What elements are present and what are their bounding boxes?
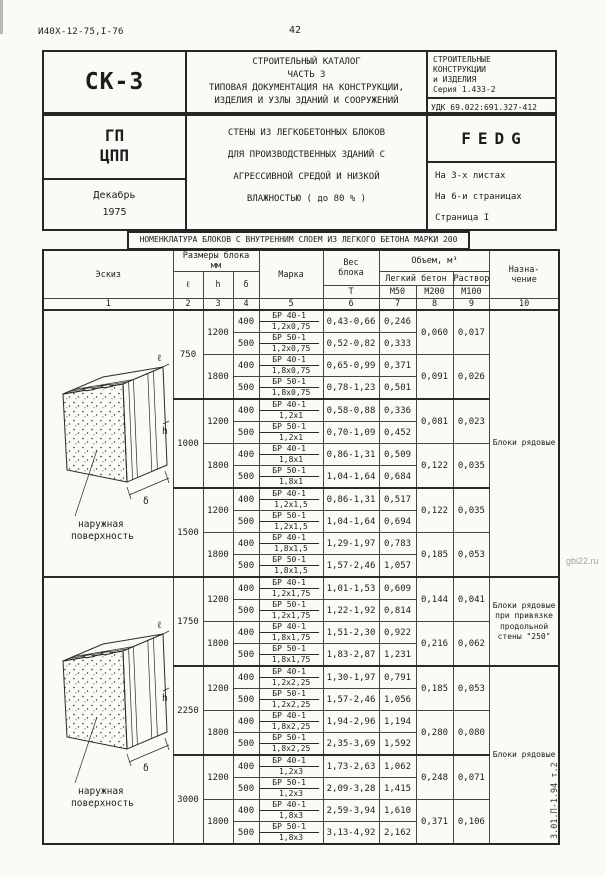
cell-weight: 0,86-1,31	[323, 488, 379, 511]
series-info	[428, 52, 555, 99]
cell-volume-m50: 1,610	[379, 800, 416, 822]
cell-weight: 1,01-1,53	[323, 577, 379, 600]
mark-size: 1,8х3	[278, 833, 304, 842]
mark-size: 1,8х2,25	[271, 744, 311, 753]
cell-volume-m100: 0,106	[453, 800, 490, 845]
col-header-height: h	[203, 272, 233, 299]
col-header-m100: М100	[453, 286, 490, 299]
outer-surface-label: наружная	[78, 518, 125, 530]
cell-volume-m50: 0,814	[379, 600, 416, 622]
cell-length: 1000	[173, 399, 203, 488]
cell-height: 1200	[203, 310, 233, 355]
column-number: 5	[259, 299, 323, 311]
dim-length-label: ℓ	[157, 619, 162, 631]
cell-mark	[259, 733, 323, 756]
page-number: 42	[289, 25, 302, 36]
cell-weight: 1,22-1,92	[323, 600, 379, 622]
cell-weight: 2,35-3,69	[323, 733, 379, 756]
cell-height: 1800	[203, 444, 233, 489]
weight-header-line: блока	[338, 268, 364, 278]
cell-volume-m50: 0,684	[379, 466, 416, 489]
cell-volume-m200: 0,122	[416, 488, 453, 533]
cell-volume-m50: 1,415	[379, 778, 416, 800]
cell-mark	[259, 644, 323, 667]
margin-document-code: 3.01.П-1.94 т.2	[550, 762, 560, 839]
column-number: 1	[43, 299, 173, 311]
cell-volume-m100: 0,053	[453, 533, 490, 578]
mark-series: БР 40-1	[260, 756, 319, 767]
col-header-volume: Объем, м³	[379, 250, 490, 272]
purpose-header-line: Назна-	[508, 264, 540, 275]
col-header-length: ℓ	[173, 272, 203, 299]
purpose-header-line: чение	[511, 274, 537, 285]
catalog-title	[187, 52, 428, 112]
mark-series: БР 40-1	[260, 444, 319, 455]
cell-volume-m200: 0,185	[416, 533, 453, 578]
col-header-m200: М200	[416, 286, 453, 299]
cell-volume-m50: 0,783	[379, 533, 416, 555]
cell-mark	[259, 755, 323, 778]
mark-series: БР 50-1	[260, 778, 319, 789]
mark-size: 1,8х0,75	[271, 366, 311, 375]
cell-volume-m200: 0,060	[416, 310, 453, 355]
cell-height: 1200	[203, 399, 233, 444]
cell-mark	[259, 800, 323, 822]
column-numbers-row	[43, 299, 559, 311]
cell-volume-m200: 0,248	[416, 755, 453, 800]
cell-thickness: 500	[233, 511, 259, 533]
cell-volume-m50: 0,791	[379, 666, 416, 689]
cell-length: 2250	[173, 666, 203, 755]
cell-volume-m100: 0,026	[453, 355, 490, 400]
cell-volume-m50: 2,162	[379, 822, 416, 845]
mark-size: 1,8х0,75	[271, 388, 311, 397]
sheet-info-line: Страница I	[435, 213, 490, 223]
block-front-face	[63, 384, 127, 482]
cell-height: 1800	[203, 711, 233, 756]
cell-weight: 1,83-2,87	[323, 644, 379, 667]
column-number: 6	[323, 299, 379, 311]
mark-series: БР 40-1	[260, 622, 319, 633]
col-header-m50: М50	[379, 286, 416, 299]
cell-weight: 1,57-2,46	[323, 555, 379, 578]
issue-date	[44, 180, 185, 229]
col-header-dimensions	[173, 250, 259, 272]
mark-size: 1,8х1,5	[274, 566, 308, 575]
mark-size: 1,2х3	[278, 767, 304, 776]
cell-volume-m100: 0,053	[453, 666, 490, 711]
catalog-title-line: ИЗДЕЛИЯ И УЗЛЫ ЗДАНИЙ И СООРУЖЕНИЙ	[214, 96, 399, 106]
mark-series: БР 50-1	[260, 644, 319, 655]
dims-header-line: Размеры блока	[182, 251, 250, 261]
mark-series: БР 50-1	[260, 555, 319, 566]
cell-volume-m50: 1,592	[379, 733, 416, 756]
cell-mark	[259, 600, 323, 622]
cell-thickness: 500	[233, 377, 259, 400]
catalog-title-line: СТРОИТЕЛЬНЫЙ КАТАЛОГ	[252, 57, 361, 67]
cell-weight: 2,59-3,94	[323, 800, 379, 822]
cell-mark	[259, 466, 323, 489]
cell-thickness: 500	[233, 600, 259, 622]
column-number: 9	[453, 299, 490, 311]
cell-volume-m50: 0,336	[379, 399, 416, 422]
cell-mark	[259, 488, 323, 511]
index-code: FEDG	[428, 116, 555, 163]
cell-volume-m50: 0,922	[379, 622, 416, 644]
col-header-purpose	[490, 250, 559, 299]
mark-size: 1,8х2,25	[271, 722, 311, 731]
cell-weight: 1,73-2,63	[323, 755, 379, 778]
block-sketch	[45, 346, 171, 542]
column-number: 7	[379, 299, 416, 311]
cell-volume-m50: 0,694	[379, 511, 416, 533]
cell-thickness: 400	[233, 800, 259, 822]
cell-mark	[259, 422, 323, 444]
block-sketch	[45, 613, 171, 809]
cell-thickness: 400	[233, 488, 259, 511]
subject-line: АГРЕССИВНОЙ СРЕДОЙ И НИЗКОЙ	[233, 172, 380, 182]
cell-weight: 0,65-0,99	[323, 355, 379, 377]
subject-title	[187, 116, 428, 229]
cell-volume-m50: 0,509	[379, 444, 416, 466]
mark-series: БР 40-1	[260, 800, 319, 811]
col-header-sketch: Эскиз	[43, 250, 173, 299]
block-side-face	[123, 367, 167, 482]
mark-size: 1,8х1	[278, 477, 304, 486]
series-line: КОНСТРУКЦИИ	[433, 65, 486, 74]
subject-line: ДЛЯ ПРОИЗВОДСТВЕННЫХ ЗДАНИЙ С	[227, 150, 386, 160]
cell-weight: 2,09-3,28	[323, 778, 379, 800]
org-line: ГП	[104, 126, 125, 145]
cell-weight: 0,78-1,23	[323, 377, 379, 400]
cell-thickness: 400	[233, 444, 259, 466]
mark-series: БР 50-1	[260, 422, 319, 433]
cell-thickness: 400	[233, 310, 259, 333]
cell-mark	[259, 333, 323, 355]
cell-height: 1800	[203, 355, 233, 400]
sketch-cell	[43, 577, 173, 844]
cell-thickness: 500	[233, 333, 259, 355]
cell-volume-m200: 0,081	[416, 399, 453, 444]
cell-weight: 1,94-2,96	[323, 711, 379, 733]
header-block-subject	[42, 114, 557, 231]
mark-size: 1,2х1,5	[274, 522, 308, 531]
series-line: и ИЗДЕЛИЯ	[433, 75, 477, 84]
mark-size: 1,2х3	[278, 789, 304, 798]
mark-series: БР 50-1	[260, 377, 319, 388]
cell-volume-m50: 0,246	[379, 310, 416, 333]
cell-weight: 1,04-1,64	[323, 466, 379, 489]
cell-thickness: 500	[233, 466, 259, 489]
col-header-thickness: δ	[233, 272, 259, 299]
mark-series: БР 40-1	[260, 533, 319, 544]
cell-length: 750	[173, 310, 203, 399]
mark-size: 1,8х1	[278, 455, 304, 464]
org-name	[44, 116, 185, 180]
cell-volume-m200: 0,371	[416, 800, 453, 845]
mark-size: 1,2х1	[278, 433, 304, 442]
mark-series: БР 50-1	[260, 333, 319, 344]
org-column	[44, 116, 187, 229]
cell-volume-m50: 1,057	[379, 555, 416, 578]
column-number: 4	[233, 299, 259, 311]
cell-volume-m100: 0,035	[453, 488, 490, 533]
col-header-mortar: Раствор	[453, 273, 490, 284]
catalog-title-line: ТИПОВАЯ ДОКУМЕНТАЦИЯ НА КОНСТРУКЦИИ,	[208, 83, 405, 93]
issue-date-line: 1975	[102, 207, 127, 218]
mark-size: 1,2х1,75	[271, 589, 311, 598]
col-header-light-concrete: Легкий бетон	[379, 272, 453, 286]
cell-length: 1750	[173, 577, 203, 666]
dim-thickness-label: δ	[143, 495, 149, 507]
cell-weight: 0,43-0,66	[323, 310, 379, 333]
cell-height: 1200	[203, 488, 233, 533]
mark-series: БР 40-1	[260, 711, 319, 722]
cell-height: 1800	[203, 622, 233, 667]
outer-surface-label: поверхность	[71, 530, 135, 542]
cell-thickness: 400	[233, 399, 259, 422]
dims-header-line: мм	[210, 261, 222, 271]
cell-mark	[259, 444, 323, 466]
series-line: СТРОИТЕЛЬНЫЕ	[433, 55, 491, 64]
mark-series: БР 50-1	[260, 466, 319, 477]
mark-series: БР 40-1	[260, 355, 319, 366]
mark-series: БР 50-1	[260, 600, 319, 611]
table-title: НОМЕНКЛАТУРА БЛОКОВ С ВНУТРЕННИМ СЛОЕМ ИЗ ЛЕГКОГО БЕТОНА МАРКИ 200	[127, 231, 470, 250]
cell-mark	[259, 822, 323, 845]
cell-mark	[259, 711, 323, 733]
mark-series: БР 40-1	[260, 400, 319, 411]
subject-line: ВЛАЖНОСТЬЮ ( до 80 % )	[246, 194, 367, 204]
column-number: 3	[203, 299, 233, 311]
table-row	[43, 577, 559, 600]
mark-size: 1,2х2,25	[271, 678, 311, 687]
cell-mark	[259, 689, 323, 711]
cell-weight: 3,13-4,92	[323, 822, 379, 845]
index-column	[428, 116, 555, 229]
series-box	[428, 52, 555, 112]
sheet-info-line: На 3-х листах	[435, 171, 506, 181]
cell-volume-m100: 0,080	[453, 711, 490, 756]
cell-mark	[259, 555, 323, 578]
outer-surface-label: наружная	[78, 785, 125, 797]
cell-volume-m200: 0,280	[416, 711, 453, 756]
cell-purpose: Блоки рядовые	[490, 310, 559, 577]
mark-size: 1,2х0,75	[271, 344, 311, 353]
sheet-info	[428, 163, 555, 229]
document-code: И40Х-12-75,I-76	[38, 27, 124, 37]
cell-volume-m100: 0,062	[453, 622, 490, 667]
cell-thickness: 400	[233, 755, 259, 778]
issue-date-line: Декабрь	[93, 190, 136, 201]
cell-mark	[259, 622, 323, 644]
cell-thickness: 500	[233, 778, 259, 800]
subject-line: СТЕНЫ ИЗ ЛЕГКОБЕТОННЫХ БЛОКОВ	[227, 128, 386, 138]
header-block-catalog	[42, 50, 557, 114]
mark-size: 1,2х2,25	[271, 700, 311, 709]
cell-thickness: 400	[233, 355, 259, 377]
cell-volume-m50: 1,062	[379, 755, 416, 778]
cell-purpose: Блоки рядовые	[490, 666, 559, 844]
col-header-mark: Марка	[259, 250, 323, 299]
cell-thickness: 500	[233, 422, 259, 444]
cell-length: 1500	[173, 488, 203, 577]
cell-mark	[259, 778, 323, 800]
mark-series: БР 40-1	[260, 667, 319, 678]
dim-thickness-label: δ	[143, 762, 149, 774]
cell-volume-m100: 0,041	[453, 577, 490, 622]
cell-weight: 0,58-0,88	[323, 399, 379, 422]
cell-mark	[259, 511, 323, 533]
cell-volume-m50: 0,452	[379, 422, 416, 444]
sheet-info-line: На 6-и страницах	[435, 192, 522, 202]
cell-volume-m50: 0,333	[379, 333, 416, 355]
cell-thickness: 500	[233, 555, 259, 578]
cell-volume-m50: 1,231	[379, 644, 416, 667]
cell-mark	[259, 533, 323, 555]
catalog-title-line: ЧАСТЬ 3	[287, 70, 326, 80]
mark-series: БР 50-1	[260, 733, 319, 744]
weight-header-line: Вес	[343, 258, 359, 268]
column-number: 8	[416, 299, 453, 311]
cell-thickness: 500	[233, 733, 259, 756]
cell-mark	[259, 310, 323, 333]
mark-series: БР 40-1	[260, 489, 319, 500]
cell-purpose: Блоки рядовые при привязке продольной стены "250"	[490, 577, 559, 666]
cell-weight: 1,30-1,97	[323, 666, 379, 689]
cell-thickness: 500	[233, 644, 259, 667]
nomenclature-table	[42, 249, 560, 845]
org-line: ЦПП	[100, 146, 129, 165]
nomenclature-table-body	[43, 310, 559, 844]
cell-thickness: 500	[233, 689, 259, 711]
cell-weight: 0,86-1,31	[323, 444, 379, 466]
cell-weight: 0,70-1,09	[323, 422, 379, 444]
cell-volume-m50: 0,371	[379, 355, 416, 377]
outer-surface-label: поверхность	[71, 797, 135, 809]
cell-mark	[259, 399, 323, 422]
cell-volume-m100: 0,071	[453, 755, 490, 800]
cell-volume-m50: 1,056	[379, 689, 416, 711]
cell-weight: 1,57-2,46	[323, 689, 379, 711]
site-watermark: gbi22.ru	[566, 556, 599, 566]
cell-mark	[259, 355, 323, 377]
cell-weight: 1,51-2,30	[323, 622, 379, 644]
col-header-weight	[323, 250, 379, 286]
cell-mark	[259, 377, 323, 400]
mark-size: 1,2х1	[278, 411, 304, 420]
cell-weight: 0,52-0,82	[323, 333, 379, 355]
cell-thickness: 400	[233, 711, 259, 733]
cell-volume-m100: 0,023	[453, 399, 490, 444]
cell-length: 3000	[173, 755, 203, 844]
cell-mark	[259, 666, 323, 689]
column-number: 10	[490, 299, 559, 311]
cell-volume-m200: 0,144	[416, 577, 453, 622]
mark-size: 1,2х1,5	[274, 500, 308, 509]
cell-weight: 1,04-1,64	[323, 511, 379, 533]
cell-thickness: 500	[233, 822, 259, 845]
cell-height: 1200	[203, 577, 233, 622]
cell-mark	[259, 577, 323, 600]
dim-length-label: ℓ	[157, 352, 162, 364]
mark-size: 1,8х1,75	[271, 633, 311, 642]
mark-size: 1,8х1,75	[271, 655, 311, 664]
mark-size: 1,2х0,75	[271, 322, 311, 331]
mark-series: БР 50-1	[260, 822, 319, 833]
cell-volume-m200: 0,216	[416, 622, 453, 667]
cell-thickness: 400	[233, 577, 259, 600]
dim-height-label: h	[162, 692, 168, 704]
dim-height-label: h	[162, 425, 168, 437]
cell-volume-m200: 0,122	[416, 444, 453, 489]
mark-series: БР 40-1	[260, 311, 319, 322]
mark-size: 1,2х1,75	[271, 611, 311, 620]
col-header-weight-unit: Т	[323, 286, 379, 299]
cell-thickness: 400	[233, 622, 259, 644]
cell-height: 1800	[203, 533, 233, 578]
mark-size: 1,8х1,5	[274, 544, 308, 553]
udk-code: УДК 69.022:691.327-412	[431, 103, 537, 112]
cell-volume-m200: 0,091	[416, 355, 453, 400]
sketch-cell	[43, 310, 173, 577]
block-front-face	[63, 651, 127, 749]
mark-size: 1,8х3	[278, 811, 304, 820]
table-row	[43, 310, 559, 333]
mark-series: БР 40-1	[260, 578, 319, 589]
block-side-face	[123, 634, 167, 749]
cell-volume-m200: 0,185	[416, 666, 453, 711]
cell-height: 1800	[203, 800, 233, 845]
cell-height: 1200	[203, 666, 233, 711]
cell-volume-m50: 0,517	[379, 488, 416, 511]
catalog-code: СК-3	[44, 52, 187, 112]
cell-thickness: 400	[233, 533, 259, 555]
series-line: Серия 1.433-2	[433, 85, 496, 94]
mark-series: БР 50-1	[260, 511, 319, 522]
cell-thickness: 400	[233, 666, 259, 689]
cell-height: 1200	[203, 755, 233, 800]
cell-volume-m50: 0,609	[379, 577, 416, 600]
column-number: 2	[173, 299, 203, 311]
scan-artifact	[0, 0, 3, 34]
cell-volume-m50: 1,194	[379, 711, 416, 733]
cell-weight: 1,29-1,97	[323, 533, 379, 555]
cell-volume-m100: 0,035	[453, 444, 490, 489]
mark-series: БР 50-1	[260, 689, 319, 700]
cell-volume-m50: 0,501	[379, 377, 416, 400]
cell-volume-m100: 0,017	[453, 310, 490, 355]
